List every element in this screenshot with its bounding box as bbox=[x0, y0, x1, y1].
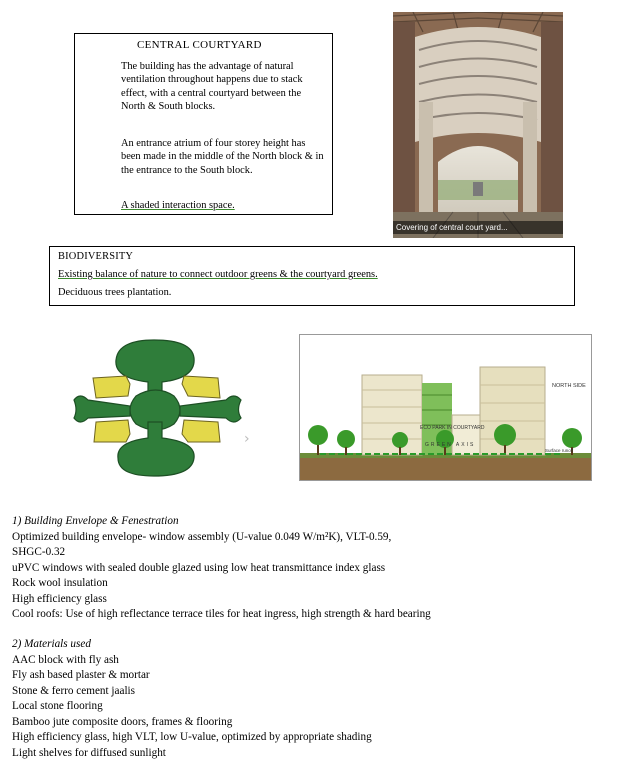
courtyard-photo-image bbox=[393, 12, 563, 238]
courtyard-paragraph-1: The building has the advantage of natural ventilation throughout happens due to stack effect, with a central courtyard between the North & South blocks. bbox=[121, 61, 303, 113]
central-courtyard-title: CENTRAL COURTYARD bbox=[137, 39, 262, 51]
list-item: Fly ash based plaster & mortar bbox=[12, 669, 150, 681]
biodiversity-title: BIODIVERSITY bbox=[58, 251, 134, 262]
courtyard-paragraph-2: An entrance atrium of four storey height has been made in the middle of the North block & in the entrance to the South block. bbox=[121, 138, 324, 176]
section-drawing bbox=[299, 334, 592, 481]
chevron-right-icon: › bbox=[244, 431, 250, 447]
envelope-section bbox=[12, 514, 612, 623]
biodiversity-line-1: Existing balance of nature to connect outdoor greens & the courtyard greens. bbox=[58, 269, 378, 280]
list-item: High efficiency glass bbox=[12, 592, 107, 605]
north-side-label: NORTH SIDE bbox=[552, 383, 586, 389]
list-item: Light shelves for diffused sunlight bbox=[12, 746, 166, 759]
biodiversity-box bbox=[49, 246, 575, 306]
list-item: Local stone flooring bbox=[12, 700, 103, 712]
green-plan-diagram bbox=[66, 338, 261, 478]
surface-runoff-label: Surface runoff bbox=[545, 448, 574, 453]
materials-heading: 2) Materials used bbox=[12, 638, 91, 650]
courtyard-photo bbox=[393, 12, 563, 238]
biodiversity-line-2: Deciduous trees plantation. bbox=[58, 287, 172, 298]
central-courtyard-box bbox=[74, 33, 333, 215]
list-item: Cool roofs: Use of high reflectance terrace tiles for heat ingress, high strength & hard bearing bbox=[12, 608, 431, 620]
courtyard-paragraph-3: A shaded interaction space. bbox=[121, 200, 235, 211]
section-drawing-image bbox=[300, 335, 591, 480]
photo-caption: Covering of central court yard... bbox=[393, 221, 563, 234]
list-item: High efficiency glass, high VLT, low U-value, optimized by appropriate shading bbox=[12, 731, 372, 743]
materials-section bbox=[12, 637, 612, 761]
list-item: Stone & ferro cement jaalis bbox=[12, 684, 136, 697]
list-item: uPVC windows with sealed double glazed using low heat transmittance index glass bbox=[12, 561, 386, 574]
list-item: AAC block with fly ash bbox=[12, 653, 119, 666]
list-item: SHGC-0.32 bbox=[12, 546, 66, 558]
list-item: Bamboo jute composite doors, frames & flooring bbox=[12, 715, 233, 728]
green-plan-sketch bbox=[66, 338, 261, 478]
list-item: Optimized building envelope- window assembly (U-value 0.049 W/m²K), VLT-0.59, bbox=[12, 530, 392, 543]
green-axis-label: GREEN AXIS bbox=[425, 442, 476, 448]
list-item: Rock wool insulation bbox=[12, 577, 108, 589]
envelope-heading: 1) Building Envelope & Fenestration bbox=[12, 515, 179, 527]
eco-park-label: ECO PARK IN COURTYARD bbox=[420, 425, 485, 431]
